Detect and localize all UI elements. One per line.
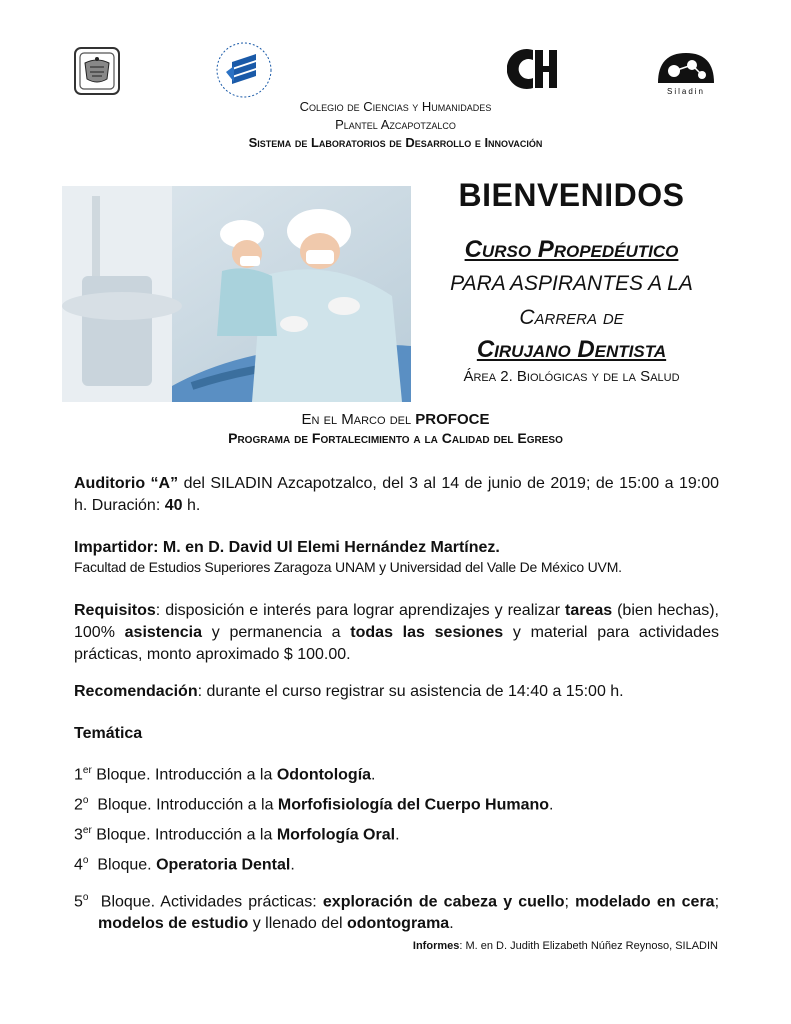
course-career-label: Carrera de [519, 306, 624, 329]
block-item-2: 2$^o$ Bloque. Introducción a la Morfofisiología del Cuerpo Humano. [74, 795, 554, 814]
venue-paragraph: Auditorio “A” del SILADIN Azcapotzalco, del 3 al 14 de junio de 2019; de 15:00 a 19:00 h. Duración: 40 h. [74, 475, 719, 514]
block-item-5: 5$^o$ Bloque. Actividades prácticas: exploración de cabeza y cuello; modelado en cera; modelos de estudio y llenado del odontograma. [74, 892, 720, 933]
course-area: Área 2. Biológicas y de la Salud [463, 368, 680, 385]
course-title: Curso Propedéutico [464, 236, 679, 263]
program-name: Programa de Fortalecimiento a la Calidad del Egreso [228, 430, 563, 446]
profoce-label: PROFOCE [415, 411, 490, 428]
instructor-affiliation: Facultad de Estudios Superiores Zaragoza UNAM y Universidad del Valle De México UVM. [74, 559, 622, 575]
dental-clinic-photo [62, 186, 411, 402]
topics-heading: Temática [74, 725, 143, 742]
header-system: Sistema de Laboratorios de Desarrollo e Innovación [248, 135, 543, 150]
framework-line: En el Marco del PROFOCE [301, 411, 490, 428]
ch-logo-icon [507, 46, 559, 92]
welcome-title: BIENVENIDOS [458, 177, 685, 213]
contact-info: Informes: M. en D. Judith Elizabeth Núñez Reynoso, SILADIN [412, 940, 718, 952]
course-audience: PARA ASPIRANTES A LA [450, 272, 693, 295]
header-school: Colegio de Ciencias y Humanidades [299, 99, 492, 114]
block-item-1: 1er Bloque. Introducción a la Odontología. [74, 765, 376, 784]
requirements-paragraph: Requisitos: disposición e interés para lograr aprendizajes y realizar tareas (bien hechas), 100% asistencia y permanencia a todas las sesiones y material para actividades prácticas, monto aproximado $ 100.00. [74, 602, 719, 663]
recommendation-paragraph: Recomendación: durante el curso registrar su asistencia de 14:40 a 15:00 h. [74, 683, 624, 700]
block-item-4: 4$^o$ Bloque. Operatoria Dental. [74, 855, 295, 874]
header-campus: Plantel Azcapotzalco [335, 117, 456, 132]
siladin-logo-text: Siladin [666, 87, 705, 96]
siladin-logo-icon [654, 47, 718, 97]
instructor-name: Impartidor: M. en D. David Ul Elemi Hernández Martínez. [74, 539, 500, 556]
cch-logo-icon [212, 40, 276, 100]
course-career: Cirujano Dentista [476, 336, 667, 363]
unam-seal-icon [72, 45, 122, 97]
block-item-3: 3er Bloque. Introducción a la Morfología Oral. [74, 825, 400, 844]
